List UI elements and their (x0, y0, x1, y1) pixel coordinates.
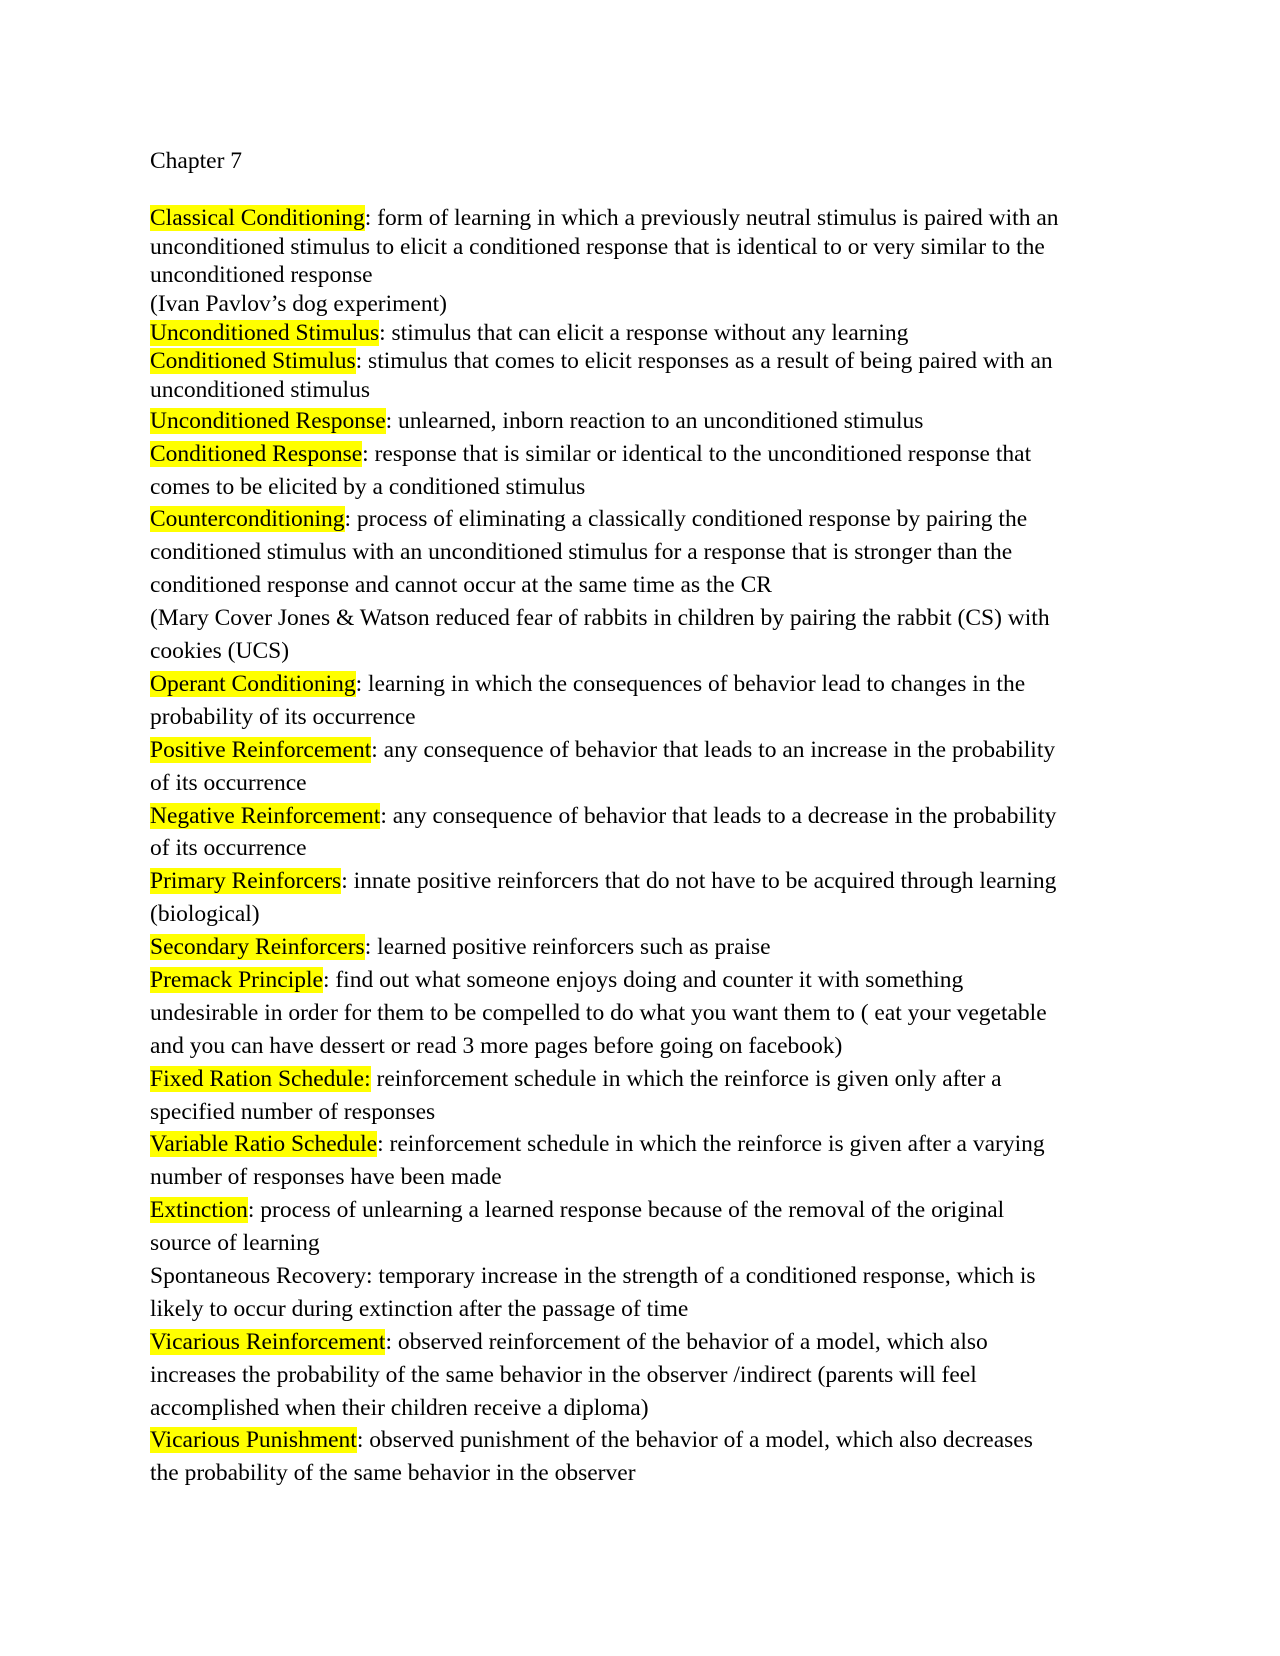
chapter-title: Chapter 7 (150, 148, 243, 174)
line-text: : stimulus that can elicit a response without any learning (379, 319, 909, 346)
document-line (150, 347, 1150, 376)
line-text: undesirable in order for them to be compelled to do what you want them to ( eat your vegetable (150, 999, 1047, 1026)
line-text: : form of learning in which a previously neutral stimulus is paired with an (364, 205, 1059, 231)
line-text: conditioned stimulus with an unconditioned stimulus for a response that is stronger than the (150, 539, 1013, 566)
glossary-content (150, 204, 1150, 1490)
document-line (150, 1161, 1150, 1194)
document-line (150, 536, 1150, 569)
line-text: source of learning (150, 1230, 320, 1257)
document-line (150, 1194, 1150, 1227)
line-text: of its occurrence (150, 835, 307, 862)
document-line (150, 1359, 1150, 1392)
highlighted-term: Fixed Ration Schedule: (150, 1065, 371, 1092)
highlighted-term: Vicarious Punishment (150, 1427, 357, 1454)
line-text: cookies (UCS) (150, 638, 290, 665)
line-text: number of responses have been made (150, 1164, 502, 1191)
document-line (150, 261, 1150, 290)
line-text: : observed punishment of the behavior of a model, which also decreases (356, 1427, 1033, 1454)
line-text: unconditioned response (150, 262, 373, 289)
highlighted-term: Conditioned Stimulus (150, 348, 356, 375)
highlighted-term: Negative Reinforcement (150, 802, 381, 829)
highlighted-term: Variable Ratio Schedule (150, 1131, 378, 1158)
highlighted-term: Premack Principle (150, 966, 323, 993)
line-text: : any consequence of behavior that leads to an increase in the probability (371, 736, 1056, 763)
line-text: of its occurrence (150, 769, 307, 796)
document-line (150, 997, 1150, 1030)
line-text: likely to occur during extinction after the passage of time (150, 1295, 689, 1322)
line-text: : process of eliminating a classically conditioned response by pairing the (344, 506, 1028, 533)
document-line (150, 800, 1150, 833)
highlighted-term: Unconditioned Response (150, 407, 386, 434)
document-line (150, 233, 1150, 262)
line-text: (Mary Cover Jones & Watson reduced fear of rabbits in children by pairing the rabbit (CS) with (150, 605, 1050, 632)
line-text: : stimulus that comes to elicit responses as a result of being paired with an (355, 348, 1053, 375)
highlighted-term: Vicarious Reinforcement (150, 1328, 386, 1355)
highlighted-term: Conditioned Response (150, 440, 363, 467)
document-line (150, 1326, 1150, 1359)
document-line (150, 767, 1150, 800)
document-line (150, 376, 1150, 405)
line-text: unconditioned stimulus (150, 377, 370, 404)
highlighted-term: Counterconditioning (150, 506, 345, 533)
highlighted-term: Secondary Reinforcers (150, 934, 365, 961)
line-text: : innate positive reinforcers that do not have to be acquired through learning (341, 868, 1057, 895)
document-line (150, 1227, 1150, 1260)
document-line (150, 898, 1150, 931)
document-line (150, 1128, 1150, 1161)
highlighted-term: Operant Conditioning (150, 670, 356, 697)
document-line (150, 602, 1150, 635)
document-line (150, 635, 1150, 668)
document-line (150, 701, 1150, 734)
line-text: : learning in which the consequences of behavior lead to changes in the (355, 670, 1026, 697)
line-text: accomplished when their children receive a diploma) (150, 1394, 649, 1421)
document-line (150, 931, 1150, 964)
document-line (150, 668, 1150, 701)
document-line (150, 1392, 1150, 1425)
document-line (150, 503, 1150, 536)
line-text: unconditioned stimulus to elicit a conditioned response that is identical to or very similar to the (150, 233, 1045, 260)
line-text: the probability of the same behavior in the observer (150, 1460, 636, 1487)
line-text: probability of its occurrence (150, 703, 416, 730)
document-line (150, 290, 1150, 319)
document-line (150, 319, 1150, 348)
document-line (150, 204, 1150, 233)
line-text: : reinforcement schedule in which the reinforce is given after a varying (377, 1131, 1045, 1158)
highlighted-term: Unconditioned Stimulus (150, 319, 380, 346)
document-line (150, 1260, 1150, 1293)
document-line (150, 865, 1150, 898)
line-text: (biological) (150, 901, 260, 928)
document-line (150, 734, 1150, 767)
document-line (150, 569, 1150, 602)
line-text: : observed reinforcement of the behavior of a model, which also (385, 1328, 988, 1355)
line-text: : unlearned, inborn reaction to an unconditioned stimulus (385, 407, 924, 434)
document-line (150, 405, 1150, 438)
highlighted-term: Extinction (150, 1197, 248, 1224)
line-text: : process of unlearning a learned response because of the removal of the original (247, 1197, 1005, 1224)
document-line (150, 1457, 1150, 1490)
line-text: comes to be elicited by a conditioned stimulus (150, 473, 586, 500)
document-line (150, 1293, 1150, 1326)
document-line (150, 964, 1150, 997)
line-text: Spontaneous Recovery: temporary increase in the strength of a conditioned response, which is (150, 1262, 1036, 1289)
document-line (150, 1030, 1150, 1063)
document-line (150, 471, 1150, 504)
highlighted-term: Positive Reinforcement (150, 736, 372, 763)
line-text: and you can have dessert or read 3 more pages before going on facebook) (150, 1032, 843, 1059)
document-line (150, 832, 1150, 865)
line-text: : find out what someone enjoys doing and counter it with something (322, 966, 964, 993)
line-text: increases the probability of the same behavior in the observer /indirect (parents will feel (150, 1361, 977, 1388)
document-line (150, 1063, 1150, 1096)
line-text: reinforcement schedule in which the reinforce is given only after a (370, 1065, 1002, 1092)
line-text: conditioned response and cannot occur at the same time as the CR (150, 572, 772, 599)
line-text: (Ivan Pavlov’s dog experiment) (150, 291, 447, 318)
highlighted-term: Primary Reinforcers (150, 868, 342, 895)
line-text: : any consequence of behavior that leads to a decrease in the probability (380, 802, 1057, 829)
document-page (150, 147, 1150, 1490)
document-line (150, 438, 1150, 471)
document-line (150, 1424, 1150, 1457)
line-text: specified number of responses (150, 1098, 436, 1125)
line-text: : response that is similar or identical to the unconditioned response that (362, 440, 1032, 467)
line-text: : learned positive reinforcers such as praise (364, 934, 771, 961)
document-line (150, 1096, 1150, 1129)
highlighted-term: Classical Conditioning (150, 205, 365, 231)
